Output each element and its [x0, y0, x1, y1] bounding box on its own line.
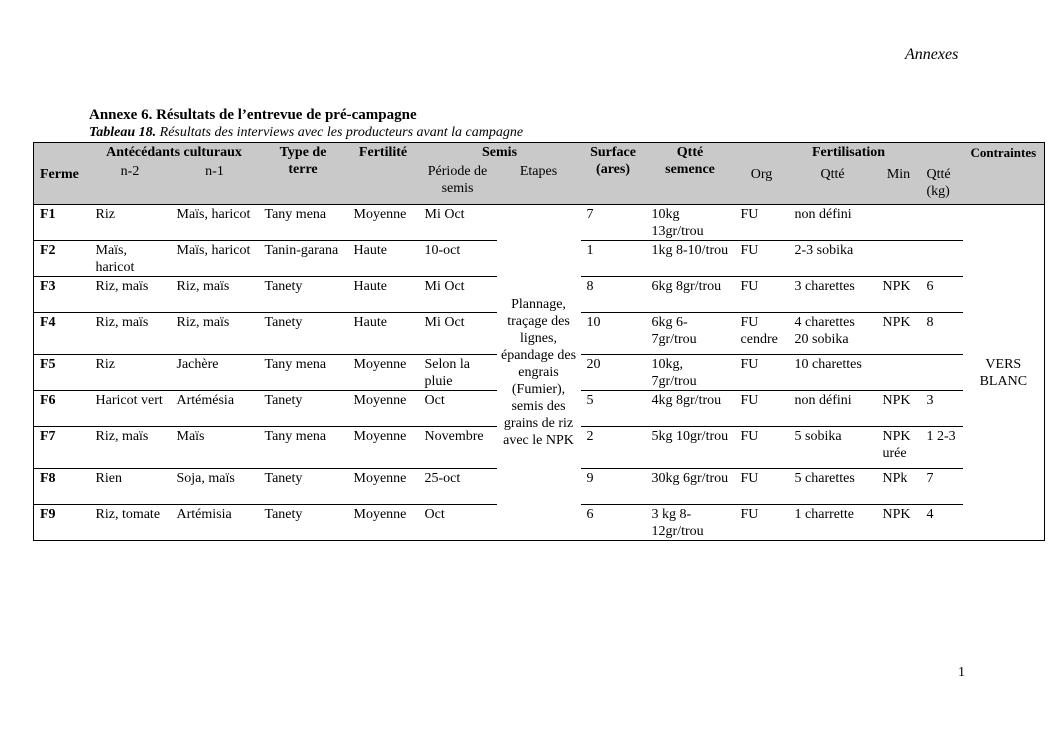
- cell-surface: 1: [581, 241, 646, 277]
- cell-fertilite: Moyenne: [348, 355, 419, 391]
- cell-n2: Rien: [90, 469, 171, 505]
- cell-periode: Mi Oct: [424, 207, 465, 222]
- cell-org: FU: [740, 207, 759, 222]
- cell-surface: 5: [581, 391, 646, 427]
- cell-min: [877, 205, 921, 241]
- cell-ferme: F8: [34, 469, 90, 505]
- table-row: [34, 205, 1045, 241]
- cell-semence: 3 kg 8-12gr/trou: [646, 505, 735, 541]
- cell-semence: 6kg 8gr/trou: [646, 277, 735, 313]
- header-org: Org: [735, 162, 789, 205]
- cell-qtte: 10 charettes: [789, 355, 877, 391]
- cell-periode: Mi Oct: [419, 313, 497, 355]
- cell-n1: Maïs: [171, 427, 259, 469]
- table-caption-text: Résultats des interviews avec les producteurs avant la campagne: [156, 125, 524, 140]
- cell-periode: Oct: [419, 505, 497, 541]
- cell-n2: Riz, maïs: [90, 427, 171, 469]
- cell-n2: Riz, maïs: [90, 313, 171, 355]
- header-qtte-semence: [646, 143, 735, 205]
- cell-qtte-kg: 7: [921, 469, 963, 505]
- cell-min: NPk: [877, 469, 921, 505]
- cell-fertilite: Haute: [348, 313, 419, 355]
- cell-fertilite: Haute: [348, 241, 419, 277]
- header-fertilisation: Fertilisation: [735, 143, 963, 163]
- cell-type-terre: Tanety: [259, 469, 348, 505]
- cell-min: NPK: [877, 313, 921, 355]
- cell-semence: 5kg 10gr/trou: [646, 427, 735, 469]
- header-etapes: Etapes: [497, 162, 581, 205]
- cell-fertilite: Moyenne: [348, 391, 419, 427]
- running-head: Annexes: [905, 46, 959, 63]
- cell-qtte-kg: [921, 241, 963, 277]
- header-antecedants: Antécédants culturaux: [90, 143, 259, 163]
- cell-ferme: F6: [34, 391, 90, 427]
- cell-surface: 7: [586, 207, 594, 222]
- cell-surface: 8: [581, 277, 646, 313]
- header-ferme: Ferme: [34, 143, 90, 205]
- cell-type-terre: Tany mena: [259, 355, 348, 391]
- header-type-terre: Type de terre: [259, 143, 348, 205]
- header-semis: Semis: [419, 143, 581, 163]
- cell-n2: Riz, tomate: [90, 505, 171, 541]
- cell-qtte-kg: [921, 355, 963, 391]
- cell-min: [877, 241, 921, 277]
- cell-qtte: non défini: [794, 207, 852, 222]
- table-caption-label: Tableau 18.: [89, 125, 157, 140]
- cell-min: [877, 355, 921, 391]
- cell-n1: Riz, maïs: [171, 277, 259, 313]
- cell-n2: Maïs, haricot: [90, 241, 171, 277]
- cell-qtte-kg: 4: [921, 505, 963, 541]
- cell-semence: 10kg 13gr/trou: [651, 207, 704, 239]
- cell-qtte: 4 charettes 20 sobika: [789, 313, 877, 355]
- cell-qtte: non défini: [789, 391, 877, 427]
- cell-contraintes-merged: VERS BLANC: [979, 356, 1028, 389]
- header-surface: Surface (ares): [581, 143, 646, 205]
- cell-periode: Mi Oct: [419, 277, 497, 313]
- cell-qtte: 5 sobika: [789, 427, 877, 469]
- cell-type-terre: Tanety: [259, 391, 348, 427]
- cell-org: FU: [735, 355, 789, 391]
- cell-semence: 10kg, 7gr/trou: [646, 355, 735, 391]
- cell-etapes-merged: Plannage, traçage des lignes, épandage des engrais (Fumier), semis des grains de riz avec le NPK: [501, 297, 577, 448]
- cell-n1: Artémésia: [171, 391, 259, 427]
- table-caption: [89, 125, 523, 141]
- cell-org: FU: [735, 427, 789, 469]
- cell-surface: 2: [581, 427, 646, 469]
- cell-ferme: F1: [40, 207, 56, 222]
- cell-type-terre: Tanin-garana: [259, 241, 348, 277]
- cell-qtte-kg: 6: [921, 277, 963, 313]
- cell-n1: Maïs, haricot: [171, 241, 259, 277]
- header-qtte-semence-text: Qtté semence: [665, 145, 715, 177]
- cell-surface: 9: [581, 469, 646, 505]
- annex-title: Annexe 6. Résultats de l’entrevue de pré-campagne: [89, 107, 417, 123]
- cell-qtte-kg: 8: [921, 313, 963, 355]
- cell-type-terre: Tanety: [259, 313, 348, 355]
- cell-type-terre: Tany mena: [259, 427, 348, 469]
- table-body: [34, 205, 1045, 541]
- cell-n2: Riz: [95, 207, 115, 222]
- cell-org: FU: [735, 505, 789, 541]
- cell-n1: Artémisia: [171, 505, 259, 541]
- cell-min: NPK urée: [877, 427, 921, 469]
- cell-n2: Riz: [90, 355, 171, 391]
- cell-org: FU cendre: [735, 313, 789, 355]
- cell-fertilite: Moyenne: [348, 505, 419, 541]
- results-table: [33, 142, 1045, 541]
- cell-org: FU: [735, 241, 789, 277]
- cell-ferme: F9: [34, 505, 90, 541]
- cell-qtte: 2-3 sobika: [789, 241, 877, 277]
- cell-org: FU: [735, 391, 789, 427]
- cell-ferme: F5: [34, 355, 90, 391]
- cell-periode: Oct: [419, 391, 497, 427]
- cell-surface: 20: [581, 355, 646, 391]
- header-periode: Période de semis: [419, 162, 497, 205]
- cell-qtte: 1 charrette: [789, 505, 877, 541]
- cell-fertilite: Haute: [348, 277, 419, 313]
- table-header: [34, 143, 1045, 205]
- header-qtte: Qtté: [789, 162, 877, 205]
- header-n1: n-1: [171, 162, 259, 205]
- cell-ferme: F2: [34, 241, 90, 277]
- cell-min: NPK: [877, 505, 921, 541]
- cell-n1: Soja, maïs: [171, 469, 259, 505]
- cell-n2: Riz, maïs: [90, 277, 171, 313]
- header-n2: n-2: [90, 162, 171, 205]
- cell-fertilite: Moyenne: [348, 469, 419, 505]
- cell-qtte: 3 charettes: [789, 277, 877, 313]
- cell-type-terre: Tanety: [259, 505, 348, 541]
- cell-fertilite: Moyenne: [353, 207, 407, 222]
- cell-qtte-kg: [921, 205, 963, 241]
- cell-min: NPK: [877, 391, 921, 427]
- cell-surface: 10: [581, 313, 646, 355]
- cell-n1: Jachère: [171, 355, 259, 391]
- cell-semence: 4kg 8gr/trou: [646, 391, 735, 427]
- cell-ferme: F4: [34, 313, 90, 355]
- cell-ferme: F3: [34, 277, 90, 313]
- cell-n2: Haricot vert: [90, 391, 171, 427]
- header-fertilite: Fertilité: [348, 143, 419, 205]
- cell-ferme: F7: [34, 427, 90, 469]
- cell-fertilite: Moyenne: [348, 427, 419, 469]
- page-number: 1: [958, 665, 965, 680]
- cell-semence: 1kg 8-10/trou: [646, 241, 735, 277]
- cell-qtte: 5 charettes: [789, 469, 877, 505]
- cell-qtte-kg: 1 2-3: [921, 427, 963, 469]
- cell-periode: Novembre: [419, 427, 497, 469]
- cell-n1: Maïs, haricot: [176, 207, 251, 222]
- cell-periode: Selon la pluie: [419, 355, 497, 391]
- cell-periode: 10-oct: [419, 241, 497, 277]
- cell-surface: 6: [581, 505, 646, 541]
- cell-semence: 6kg 6-7gr/trou: [646, 313, 735, 355]
- header-contraintes: Contraintes: [963, 143, 1045, 205]
- header-qtte-kg: Qtté (kg): [921, 162, 963, 205]
- cell-semence: 30kg 6gr/trou: [646, 469, 735, 505]
- cell-n1: Riz, maïs: [171, 313, 259, 355]
- cell-periode: 25-oct: [419, 469, 497, 505]
- cell-type-terre: Tany mena: [264, 207, 327, 222]
- cell-type-terre: Tanety: [259, 277, 348, 313]
- cell-org: FU: [735, 469, 789, 505]
- header-min: Min: [877, 162, 921, 205]
- cell-min: NPK: [877, 277, 921, 313]
- cell-org: FU: [735, 277, 789, 313]
- cell-qtte-kg: 3: [921, 391, 963, 427]
